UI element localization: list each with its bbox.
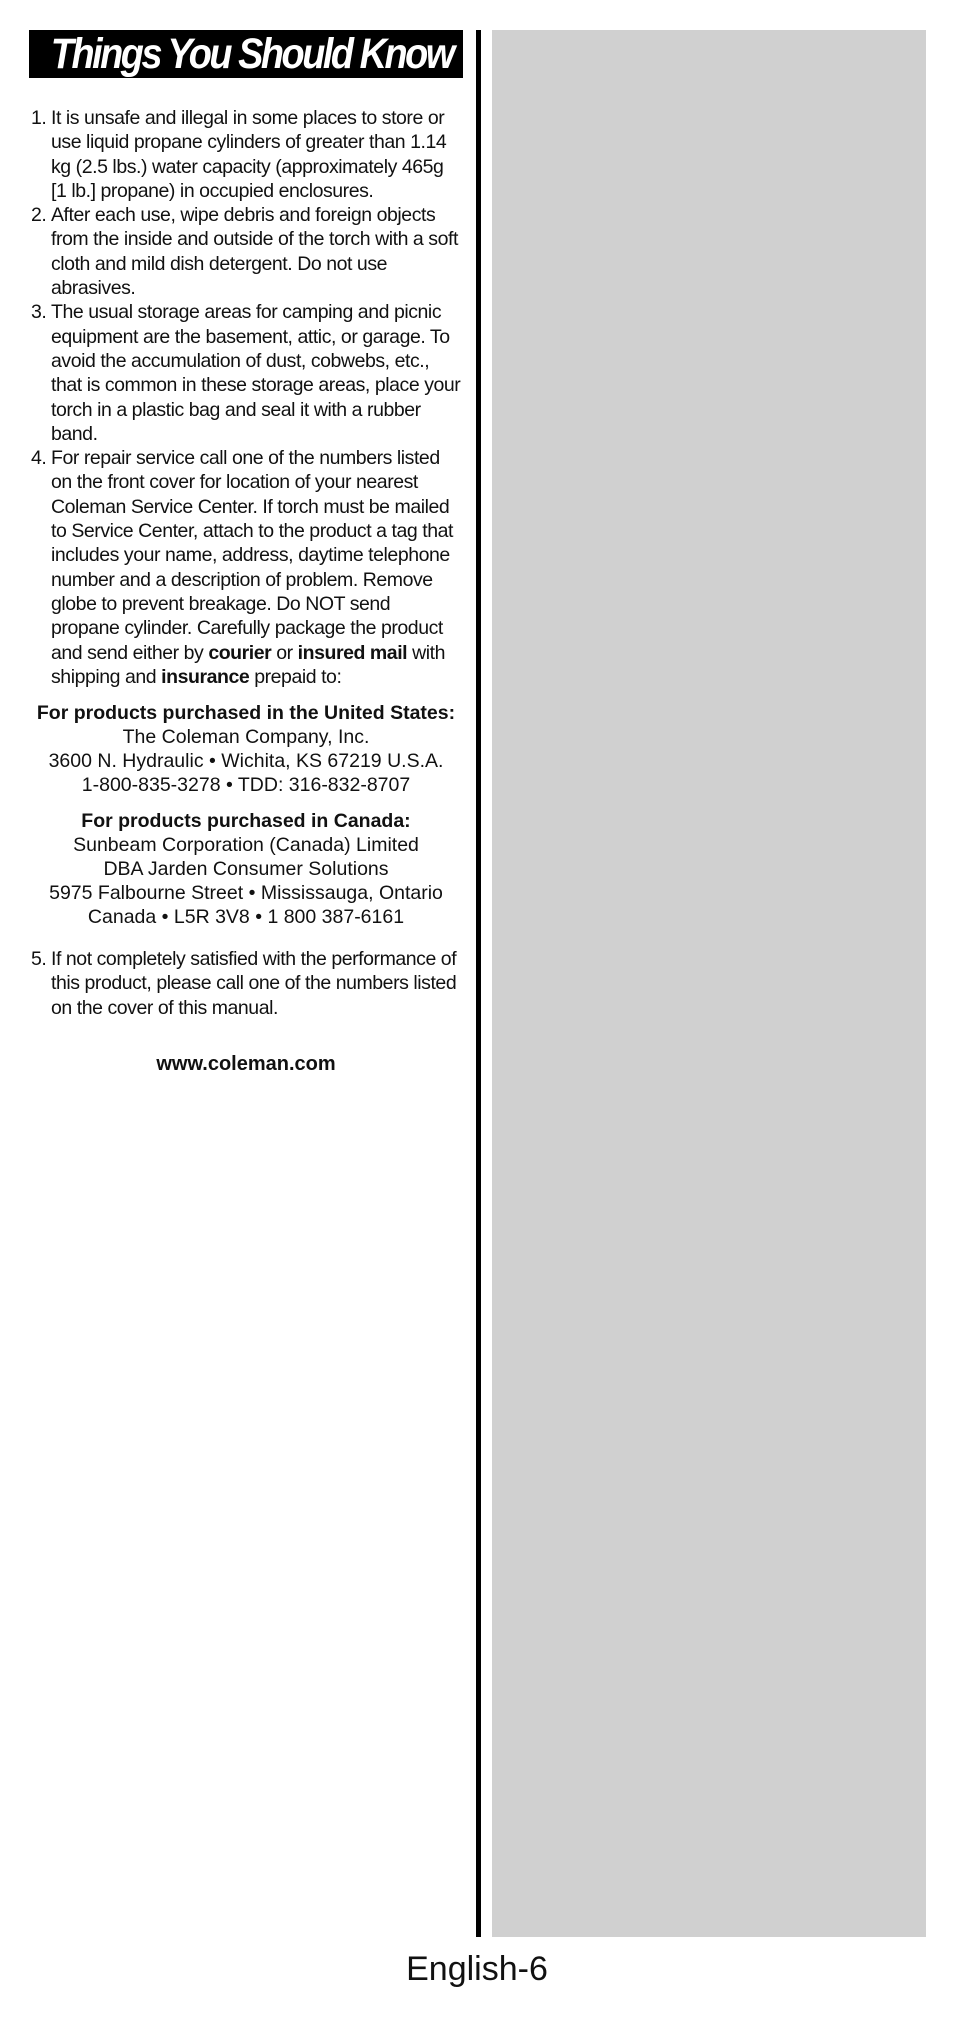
item-number: 5. — [31, 948, 47, 971]
list-item — [29, 106, 463, 203]
item-text-part: or — [271, 641, 298, 664]
item-text: After each use, wipe debris and foreign objects from the inside and outside of the torch with a soft cloth and mild dish detergent. Do not use abrasives. — [51, 204, 458, 300]
canada-address-line: 5975 Falbourne Street • Mississauga, Ontario — [49, 882, 443, 905]
item-text — [51, 446, 463, 689]
page-number: English-6 — [406, 1950, 548, 1988]
canada-address-heading: For products purchased in Canada: — [81, 810, 411, 833]
item-text: The usual storage areas for camping and picnic equipment are the basement, attic, or garage. To avoid the accumulation of dust, cobwebs, etc., that is common in these storage areas, place your torch in a plastic bag and seal it with a rubber band. — [51, 301, 461, 445]
page-title: Things You Should Know — [51, 29, 453, 78]
instructions-list-continued — [29, 947, 463, 1020]
item-text: It is unsafe and illegal in some places to store or use liquid propane cylinders of greater than 1.14 kg (2.5 lbs.) water capacity (approximately 465g [1 lb.] propane) in occupied enclosures. — [51, 107, 447, 202]
instructions-list — [29, 106, 463, 689]
item-text-part: For repair service call one of the numbers listed on the front cover for location of your nearest Coleman Service Center. If torch must be mailed to Service Center, attach to the product a tag that includes your name, address, daytime telephone number and a description of problem. Remove globe to prevent breakage. Do NOT send propane cylinder. Carefully package the product and send either by — [51, 447, 453, 664]
title-banner — [29, 30, 463, 78]
us-address — [29, 701, 463, 797]
item-number: 2. — [31, 204, 47, 227]
canada-address-line: Sunbeam Corporation (Canada) Limited — [73, 834, 419, 857]
bold-term-insured-mail: insured mail — [297, 641, 408, 664]
us-address-heading: For products purchased in the United States: — [36, 702, 456, 725]
list-item — [29, 203, 463, 300]
item-text-part: prepaid to: — [249, 665, 342, 688]
canada-address-line: DBA Jarden Consumer Solutions — [103, 858, 389, 881]
item-number: 4. — [31, 447, 47, 470]
main-column — [29, 30, 463, 1076]
item-text: If not completely satisfied with the performance of this product, please call one of the numbers listed on the cover of this manual. — [51, 948, 457, 1019]
canada-address — [29, 809, 463, 929]
list-item — [29, 947, 463, 1020]
list-item — [29, 446, 463, 689]
website-link[interactable]: www.coleman.com — [156, 1053, 336, 1076]
canada-address-line: Canada • L5R 3V8 • 1 800 387-6161 — [87, 906, 405, 929]
list-item — [29, 300, 463, 446]
side-panel — [492, 30, 926, 1937]
us-address-line: The Coleman Company, Inc. — [122, 726, 370, 749]
item-text-part: with shipping and — [51, 641, 445, 688]
bold-term-insurance: insurance — [161, 665, 250, 688]
item-number: 1. — [31, 107, 47, 129]
bold-term-courier: courier — [208, 641, 272, 664]
column-divider — [476, 30, 481, 1937]
us-address-line: 3600 N. Hydraulic • Wichita, KS 67219 U.S.A. — [48, 750, 444, 773]
us-address-line: 1-800-835-3278 • TDD: 316-832-8707 — [81, 774, 411, 797]
item-number: 3. — [31, 301, 47, 324]
